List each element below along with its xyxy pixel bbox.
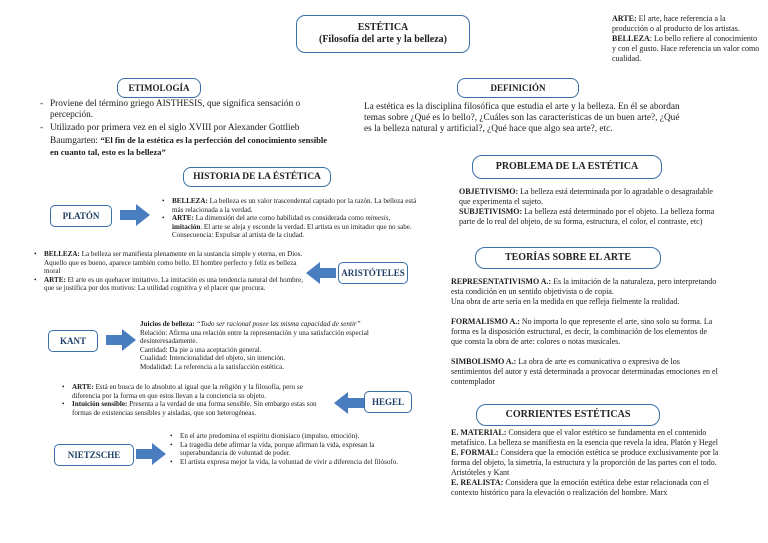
etimologia-title: ETIMOLOGÍA: [128, 83, 190, 93]
title-box: [296, 15, 470, 53]
teorias-text: [451, 277, 719, 387]
representativismo: [451, 277, 719, 307]
nietzsche-item: [170, 441, 410, 458]
aristoteles-b2-text: El arte es un quehacer imitativo. La imitación es una tendencia natural del hombre, que se justifica por dos motivos: La utilidad cognitiva y el placer que procura.: [44, 275, 303, 293]
rep-label: REPRESENTATIVISMO A.:: [451, 277, 552, 286]
nietzsche-item-text: La tragedia debe afirmar la vida, porque afirman la vida, expresan la superabundancia de voluntad de poder.: [180, 440, 375, 458]
aristoteles-item: [34, 250, 304, 276]
kant-label: [48, 330, 98, 352]
realista-label: E. REALISTA:: [451, 478, 504, 487]
hegel-item: [62, 400, 330, 417]
formal-label: E. FORMAL:: [451, 448, 499, 457]
kant-juicios-label: Juicios de belleza:: [140, 320, 195, 328]
platon-mimesis: mimesis: [365, 214, 389, 223]
rep-text2: Una obra de arte sería en la medida en que refleja fielmente la realidad.: [451, 297, 680, 306]
platon-item: [162, 197, 417, 214]
definicion-text: La estética es la disciplina filosófica que estudia el arte y la belleza. En él se abordan temas sobre ¿Qué es lo bello?, ¿Cuáles son las características de un buen arte?, ¿Qué es la belleza natural y artificial?, ¿Qué hace que algo sea arte?, etc.: [364, 102, 680, 135]
kant-text: [140, 320, 405, 372]
title-line2: (Filosofía del arte y la belleza): [318, 34, 448, 45]
form-label: FORMALISMO A.:: [451, 317, 520, 326]
platon-list: [162, 197, 417, 240]
kant-line: Cantidad: Da pie a una aceptación general.: [140, 345, 262, 354]
simb-label: SIMBOLISMO A.:: [451, 357, 517, 366]
nietzsche-item-text: En el arte predomina el espíritu dionisiaco (impulso, emoción).: [180, 432, 360, 440]
platon-b2-text-b: . El arte se aleja y esconde la verdad. El artista es un imitador que no sabe. Consecuencia: Expulsar al artista de la ciudad.: [172, 222, 412, 240]
aristoteles-list: [34, 250, 304, 293]
aristoteles-b2-label: ARTE:: [44, 275, 66, 284]
problema-header: [472, 155, 662, 179]
nietzsche-label: [54, 444, 134, 466]
hegel-list: [62, 383, 330, 417]
material-text: Considera que el valor estético se fundamenta en el contenido metafísico. La belleza se manifiesta en la esencia que revela la idea. Platón y Hegel: [451, 428, 718, 447]
simbolismo: [451, 357, 719, 387]
hegel-b2-text: Presenta a la verdad de una forma sensible. Sin embargo estas son formas de existencias sensibles y aisladas, que son heterogéneas.: [72, 400, 317, 417]
platon-b1-label: BELLEZA:: [172, 197, 208, 205]
nietzsche-item: [170, 432, 410, 441]
kant-juicios-quote: “Todo ser racional posee las misma capacidad de sentir”: [194, 320, 361, 328]
historia-header: [183, 167, 331, 187]
arte-label: ARTE:: [612, 14, 637, 23]
platon-b1-text: La belleza es un valor trascendental captado por la razón. La belleza está más relacionada a la verdad.: [172, 197, 417, 214]
objetivismo-label: OBJETIVISMO:: [459, 187, 519, 196]
platon-imitacion: imitación: [172, 222, 201, 231]
hegel-label: [364, 391, 412, 413]
kant-line: Modalidad: La referencia a la satisfacción estética.: [140, 362, 284, 371]
etimologia-item: [40, 99, 330, 121]
platon-item: [162, 214, 417, 240]
top-right-notes: [612, 14, 762, 64]
arte-text: El arte, hace referencia a la producción o al producto de los artistas.: [612, 14, 740, 33]
hegel-b2-label: Intuición sensible:: [72, 400, 128, 409]
etimologia-list: [40, 99, 330, 159]
aristoteles-label: [338, 262, 408, 284]
title-line1: ESTÉTICA: [357, 22, 409, 33]
teorias-header: [475, 247, 661, 269]
simb-text: La obra de arte es comunicativa o expresiva de los sentimientos del autor y está determinada a provocar determinadas emociones en el contemplador: [451, 357, 718, 386]
aristoteles-b1-label: BELLEZA:: [44, 250, 80, 258]
aristoteles-label-text: ARISTÓTELES: [341, 268, 405, 278]
kant-line: Cualidad: Intencionalidad del objeto, sin intención.: [140, 354, 286, 363]
etimologia-header: [117, 78, 201, 98]
formalismo: [451, 317, 719, 347]
belleza-text: : Lo bello refiere al conocimiento y con el gusto. Hace referencia un valor como cualidad.: [612, 34, 760, 63]
objetivismo-text: La belleza está determinada por lo agradable o desagradable que experimenta el sujeto.: [459, 187, 713, 206]
platon-label-text: PLATÓN: [62, 211, 100, 221]
arrow-left-icon: [334, 392, 364, 414]
platon-b2-label: ARTE:: [172, 214, 194, 223]
hegel-item: [62, 383, 330, 400]
corrientes-title: CORRIENTES ESTÉTICAS: [505, 409, 631, 420]
nietzsche-item-text: El artista expresa mejor la vida, la voluntad de vivir a diferencia del filósofo.: [180, 457, 399, 466]
nietzsche-label-text: NIETZSCHE: [67, 450, 121, 460]
nietzsche-list: [170, 432, 410, 466]
rep-text: Es la imitación de la naturaleza, pero interpretando esta condición en un sentido objetivista o de copia.: [451, 277, 717, 296]
problema-title: PROBLEMA DE LA ESTÉTICA: [495, 161, 639, 172]
arrow-right-icon: [120, 204, 150, 226]
arrow-right-icon: [106, 329, 136, 351]
aristoteles-b1-text: La belleza ser manifiesta plenamente en la sustancia simple y eterna, en Dios. Aquello que es bueno, aparece también como bello. El hombre perfecto y feliz es belleza moral: [44, 250, 303, 276]
etimologia-item-text: Utilizado por primera vez en el siglo XVIII por Alexander Gottlieb Baumgarten:: [50, 123, 300, 146]
form-text: No importa lo que represente el arte, sino solo su forma. La forma es la disposición estructural, es decir, la combinación de los elementos de que consta la obra de arte: colores o notas musicales.: [451, 317, 713, 346]
platon-comma: ,: [388, 214, 391, 223]
definicion-title: DEFINICIÓN: [490, 83, 546, 93]
nietzsche-item: [170, 458, 410, 467]
belleza-label: BELLEZA: [612, 34, 650, 43]
aristoteles-item: [34, 276, 304, 293]
definicion-header: [457, 78, 579, 98]
kant-label-text: KANT: [59, 336, 86, 346]
teorias-title: TEORÍAS SOBRE EL ARTE: [504, 252, 632, 263]
subjetivismo-text: La belleza está determinado por el objeto. La belleza forma parte de lo real del objeto, de su forma, estructura, el color, el contraste, etc): [459, 207, 715, 226]
problema-text: [459, 187, 717, 227]
etimologia-item: [40, 123, 330, 159]
hegel-b1-text: Está en busca de lo absoluto al igual que la religión y la filosofía, pero se diferencia por la forma en que estos llevan a la conciencia su objeto.: [72, 383, 303, 400]
hegel-label-text: HEGEL: [371, 397, 404, 407]
etimologia-item-text: Proviene del término griego AISTHESIS, que significa sensación o percepción.: [50, 99, 301, 121]
arrow-left-icon: [306, 262, 336, 284]
formal-text: Considera que la emoción estética se produce exclusivamente por la forma del objeto, la simetría, la estructura y la proporción de las partes con el todo. Aristóteles y Kant: [451, 448, 719, 477]
hegel-b1-label: ARTE:: [72, 383, 94, 391]
arrow-right-icon: [136, 443, 166, 465]
corrientes-text: [451, 428, 719, 498]
realista-text: Considera que la emoción estética debe estar relacionada con el contexto histórico para la elevación o realización del hombre. Marx: [451, 478, 709, 497]
subjetivismo-label: SUBJETIVISMO:: [459, 207, 523, 216]
platon-b2-text-a: La dimensión del arte como habilidad es considerada como: [193, 214, 366, 223]
baumgarten-quote: “El fin de la estética es la perfección del conocimiento sensible en cuanto tal, esto es la belleza”: [50, 134, 328, 157]
kant-line: Relación: Afirma una relación entre la representación y una satisfacción especial desinteresadamente.: [140, 328, 369, 346]
material-label: E. MATERIAL:: [451, 428, 507, 437]
platon-label: [50, 205, 112, 227]
corrientes-header: [476, 404, 660, 426]
historia-title: HISTORIA DE LA ÉSTÉTICA: [193, 172, 321, 182]
